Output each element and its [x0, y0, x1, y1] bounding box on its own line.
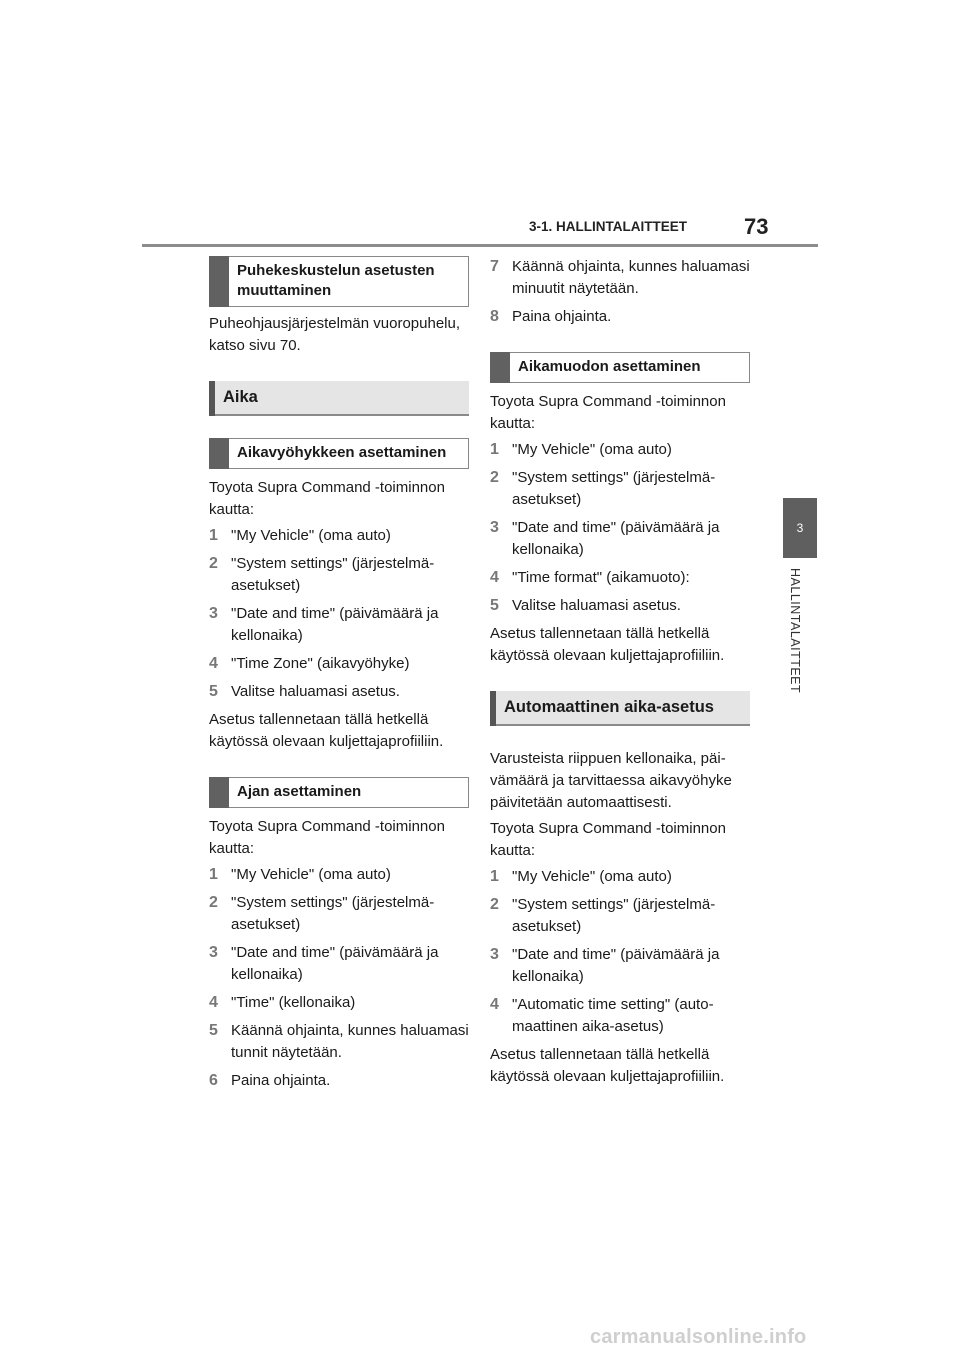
right-column [490, 256, 750, 1088]
set-time-step: 2 "System settings" (järjestelmäasetukset) [209, 894, 435, 933]
heading-automatic-time: Automaattinen aika-asetus [490, 691, 750, 726]
automatic-time-intro: Toyota Supra Command -toiminnon kautta: [490, 820, 726, 859]
heading-time: Aika [209, 381, 469, 416]
chapter-title: HALLINTALAITTEET [788, 568, 802, 694]
heading-voice-settings: Puhekeskustelun asetusten muuttaminen [209, 256, 469, 307]
set-time-step: 6 Paina ohjainta. [209, 1072, 331, 1089]
set-time-step: 3 "Date and time" (päivämäärä ja kellonaika) [209, 944, 439, 983]
heading-time-format: Aikamuodon asettaminen [490, 352, 750, 383]
automatic-time-step: 1 "My Vehicle" (oma auto) [490, 868, 672, 885]
chapter-number: 3 [796, 521, 804, 535]
set-time-step: 8 Paina ohjainta. [490, 308, 612, 325]
set-time-step: 4 "Time" (kellonaika) [209, 994, 356, 1011]
format-intro: Toyota Supra Command -toiminnon kautta: [490, 393, 726, 432]
watermark: carmanualsonline.info [590, 1326, 807, 1348]
page-number: 73 [744, 214, 769, 239]
format-step: 3 "Date and time" (päivämäärä ja kellonaika) [490, 519, 720, 558]
automatic-time-text: Varusteista riippuen kellonaika, päivämäärä ja tarvittaessa aikavyöhyke päivitetään automaattisesti. [490, 750, 732, 811]
timezone-step: 4 "Time Zone" (aikavyöhyke) [209, 655, 410, 672]
timezone-note: Asetus tallennetaan tällä hetkellä käytössä olevaan kuljettajaprofiiliin. [209, 711, 444, 750]
timezone-step: 3 "Date and time" (päivämäärä ja kellonaika) [209, 605, 439, 644]
timezone-step: 1 "My Vehicle" (oma auto) [209, 527, 391, 544]
format-step: 5 Valitse haluamasi asetus. [490, 597, 681, 614]
voice-text: Puheohjausjärjestelmän vuoropuhelu, katso sivu 70. [209, 315, 461, 354]
format-step: 1 "My Vehicle" (oma auto) [490, 441, 672, 458]
heading-set-time: Ajan asettaminen [209, 777, 469, 808]
chapter-tab [783, 498, 817, 558]
automatic-time-step: 4 "Automatic time setting" (automaattinen aika-asetus) [490, 996, 714, 1035]
timezone-step: 2 "System settings" (järjestelmäasetukset) [209, 555, 435, 594]
chapter-label [780, 568, 820, 728]
set-time-step: 1 "My Vehicle" (oma auto) [209, 866, 391, 883]
header-divider [142, 244, 818, 247]
section-title: 3-1. HALLINTALAITTEET [529, 219, 687, 234]
set-time-step: 5 Käännä ohjainta, kunnes haluamasi tunnit näytetään. [209, 1022, 469, 1061]
format-note: Asetus tallennetaan tällä hetkellä käytössä olevaan kuljettajaprofiiliin. [490, 625, 725, 664]
set-time-step: 7 Käännä ohjainta, kunnes haluamasi minuutit näytetään. [490, 258, 750, 297]
heading-timezone: Aikavyöhykkeen asettaminen [209, 438, 469, 469]
timezone-step: 5 Valitse haluamasi asetus. [209, 683, 400, 700]
automatic-time-note: Asetus tallennetaan tällä hetkellä käytössä olevaan kuljettajaprofiiliin. [490, 1046, 725, 1085]
timezone-intro: Toyota Supra Command -toiminnon kautta: [209, 479, 445, 518]
format-step: 4 "Time format" (aikamuoto): [490, 569, 690, 586]
format-step: 2 "System settings" (järjestelmäasetukset) [490, 469, 716, 508]
automatic-time-step: 3 "Date and time" (päivämäärä ja kellonaika) [490, 946, 720, 985]
left-column [209, 256, 469, 1092]
automatic-time-step: 2 "System settings" (järjestelmäasetukset) [490, 896, 716, 935]
set-time-intro: Toyota Supra Command -toiminnon kautta: [209, 818, 445, 857]
